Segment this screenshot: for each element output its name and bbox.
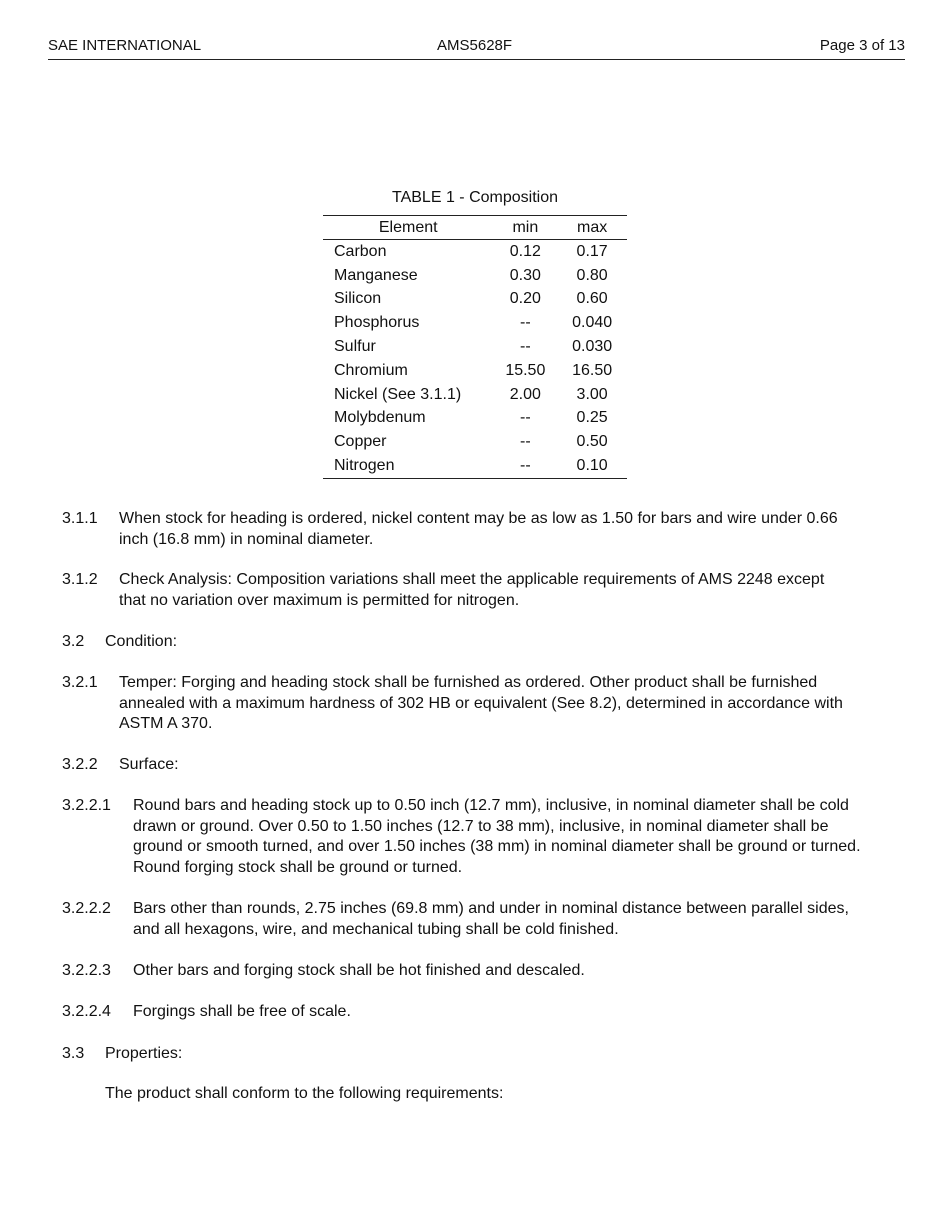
section-heading: Condition: [105, 633, 178, 650]
cell-min: -- [520, 338, 531, 356]
paragraph-3-2-2-3 [62, 961, 877, 982]
paragraph-3-1-2 [62, 570, 872, 612]
header-page-number: Page 3 of 13 [819, 37, 905, 54]
table-row [323, 383, 627, 407]
section-number: 3.1.2 [62, 571, 98, 588]
column-header-element: Element [323, 216, 493, 240]
cell-element: Chromium [334, 361, 408, 379]
header-organization: SAE INTERNATIONAL [48, 37, 202, 54]
cell-max: 0.25 [576, 409, 608, 427]
cell-min: 2.00 [509, 385, 541, 403]
paragraph-3-2-2-2 [62, 899, 877, 941]
paragraph-3-3 [62, 1044, 877, 1065]
paragraph-3-2-2-4 [62, 1002, 877, 1023]
paragraph-text: Temper: Forging and heading stock shall be furnished as ordered. Other product shall be furnished annealed with a maximum hardness of 302 HB or equivalent (See 8.2), determined in accordance with ASTM A 370. [119, 674, 843, 732]
table-row [323, 311, 627, 335]
cell-element: Nitrogen [334, 457, 395, 475]
paragraph-text: Bars other than rounds, 2.75 inches (69.8 mm) and under in nominal distance between parallel sides, and all hexagons, wire, and mechanical tubing shall be cold finished. [133, 900, 849, 938]
cell-element: Nickel (See 3.1.1) [334, 385, 462, 403]
cell-max: 3.00 [576, 385, 608, 403]
cell-min: 0.12 [509, 242, 541, 260]
section-number: 3.2.1 [62, 674, 98, 691]
composition-table [323, 215, 627, 479]
table-header-row [323, 216, 627, 240]
cell-min: -- [520, 433, 531, 451]
column-header-min: min [493, 216, 557, 240]
cell-min: 0.30 [509, 266, 541, 284]
paragraph-3-2-2 [62, 755, 872, 776]
section-number: 3.2 [62, 633, 85, 650]
paragraph-3-2-1 [62, 673, 872, 735]
cell-element: Copper [334, 433, 387, 451]
column-header-max: max [557, 216, 627, 240]
cell-max: 16.50 [572, 361, 613, 379]
paragraph-text: Round bars and heading stock up to 0.50 inch (12.7 mm), inclusive, in nominal diameter shall be cold drawn or ground. Over 0.50 to 1.50 inches (12.7 to 38 mm), inclusive, in nominal diameter shall be ground or smooth turned, and over 1.50 inches (38 mm) in nominal diameter shall be ground or turned. Round forging stock shall be ground or turned. [133, 797, 861, 876]
cell-min: 15.50 [505, 361, 546, 379]
cell-max: 0.50 [576, 433, 608, 451]
paragraph-3-2 [62, 632, 872, 653]
section-number: 3.2.2.1 [62, 797, 111, 814]
section-heading: Properties: [105, 1045, 183, 1062]
page-header [48, 37, 905, 60]
cell-element: Manganese [334, 266, 418, 284]
cell-max: 0.17 [576, 242, 608, 260]
cell-max: 0.040 [572, 314, 613, 332]
paragraph-text: Check Analysis: Composition variations shall meet the applicable requirements of AMS 2248 except that no variation over maximum is permitted for nitrogen. [119, 571, 825, 609]
table-row [323, 240, 627, 264]
table-title: TABLE 1 - Composition [392, 189, 558, 206]
section-number: 3.2.2.4 [62, 1003, 111, 1020]
cell-min: -- [520, 409, 531, 427]
header-document-id: AMS5628F [437, 37, 513, 54]
table-row [323, 335, 627, 359]
cell-min: -- [520, 314, 531, 332]
cell-max: 0.10 [576, 457, 608, 475]
cell-element: Molybdenum [334, 409, 426, 427]
cell-max: 0.80 [576, 266, 608, 284]
cell-element: Carbon [334, 242, 387, 260]
cell-min: 0.20 [509, 290, 541, 308]
paragraph-text: The product shall conform to the following requirements: [105, 1085, 504, 1102]
paragraph-text: Other bars and forging stock shall be hot finished and descaled. [133, 962, 585, 979]
table-row [323, 359, 627, 383]
cell-max: 0.030 [572, 338, 613, 356]
table-row [323, 454, 627, 478]
section-number: 3.2.2.2 [62, 900, 111, 917]
cell-element: Phosphorus [334, 314, 420, 332]
cell-element: Silicon [334, 290, 382, 308]
paragraph-3-1-1 [62, 509, 872, 551]
section-number: 3.2.2.3 [62, 962, 111, 979]
table-row [323, 407, 627, 431]
section-number: 3.3 [62, 1045, 85, 1062]
table-row [323, 264, 627, 288]
section-heading: Surface: [119, 756, 179, 773]
table-row [323, 288, 627, 312]
table-row [323, 430, 627, 454]
paragraph-3-2-2-1 [62, 796, 877, 880]
paragraph-text: Forgings shall be free of scale. [133, 1003, 351, 1020]
paragraph-text: When stock for heading is ordered, nickel content may be as low as 1.50 for bars and wire under 0.66 inch (16.8 mm) in nominal diameter. [119, 510, 838, 548]
paragraph-3-3-intro [62, 1084, 877, 1105]
section-number: 3.1.1 [62, 510, 98, 527]
cell-max: 0.60 [576, 290, 608, 308]
section-number: 3.2.2 [62, 756, 98, 773]
cell-min: -- [520, 457, 531, 475]
cell-element: Sulfur [334, 338, 376, 356]
